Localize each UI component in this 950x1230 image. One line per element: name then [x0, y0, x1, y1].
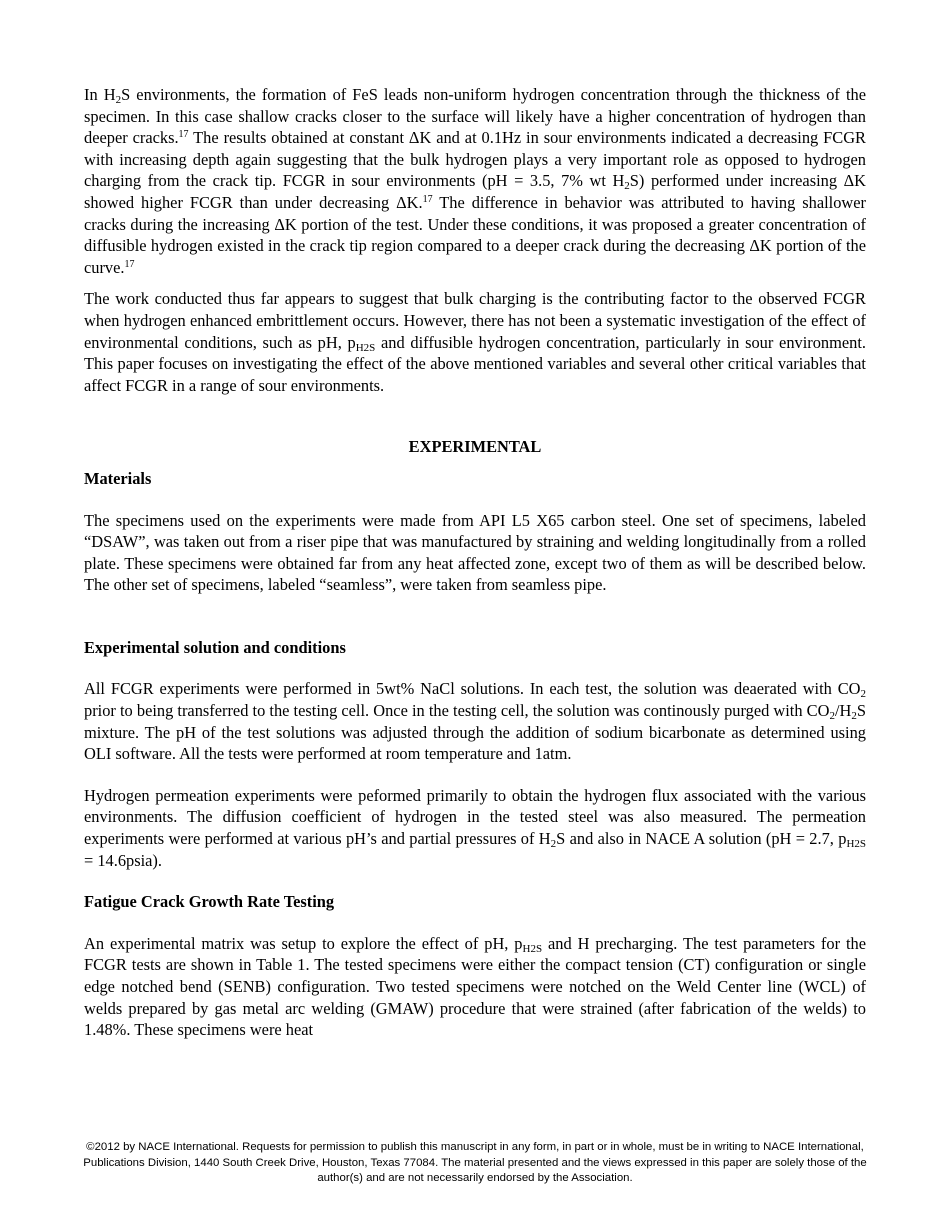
copyright-footer [40, 1140, 910, 1187]
subscript: 2 [115, 94, 122, 106]
solution-paragraph-2 [84, 785, 866, 871]
text-run: The difference in behavior was attributed to having shallower cracks during the increasing ΔK portion of the test. Under these conditions, it was proposed a greater concentration of diffusible hydrogen existed in the crack tip region compared to a deeper crack during the decreasing ΔK portion of the curve. [84, 192, 866, 277]
subscript: H2S [522, 942, 543, 955]
text-run: The work conducted thus far appears to suggest that bulk charging is the contributing factor to the observed FCGR when hydrogen enhanced embrittlement occurs. However, there has not been a systematic investigation of the effect of environmental conditions, such as pH, p [84, 289, 866, 352]
subscript: 2 [860, 688, 866, 701]
text-run: /H [834, 701, 852, 721]
fcgr-paragraph [84, 933, 866, 1041]
footer-line: ©2012 by NACE International. Requests for permission to publish this manuscript in any form, in part or in whole, must be in writing to NACE International, [86, 1141, 864, 1153]
intro-paragraph-1 [84, 84, 866, 278]
intro-paragraph-2 [84, 288, 866, 396]
subscript: 2 [624, 180, 630, 193]
text-run: and H precharging. The test parameters for the FCGR tests are shown in Table 1. The tested specimens were either the compact tension (CT) configuration or single edge notched bend (SENB) configuration. Two tested specimens were notched on the Weld Center line (WCL) of welds prepared by gas metal arc welding (GMAW) procedure that were strained (after fabrication of the welds) to 1.48%. These specimens were heat [84, 933, 866, 1040]
text-run: S mixture. The pH of the test solutions was adjusted through the addition of sodium bicarbonate as determined using OLI software. All the tests were performed at room temperature and 1atm. [84, 701, 866, 764]
footer-line: author(s) and are not necessarily endorsed by the Association. [317, 1172, 633, 1185]
subscript: 2 [851, 710, 857, 723]
materials-paragraph: The specimens used on the experiments were made from API L5 X65 carbon steel. One set of specimens, labeled “DSAW”, was taken out from a riser pipe that was manufactured by straining and welding longitudinally from a rolled plate. These specimens were obtained far from any heat affected zone, except two of them as will be described below. The other set of specimens, labeled “seamless”, were taken from seamless pipe. [84, 510, 866, 595]
text-run: S and also in NACE A solution (pH = 2.7, p [556, 829, 847, 849]
citation-ref: 17 [422, 193, 433, 205]
subscript: 2 [550, 838, 557, 851]
page-body [84, 84, 866, 1041]
subheading-fcgr-testing: Fatigue Crack Growth Rate Testing [84, 892, 335, 912]
citation-ref: 17 [178, 129, 189, 141]
citation-ref: 17 [124, 258, 135, 270]
solution-paragraph-1 [84, 678, 866, 764]
text-run: = 14.6psia). [84, 850, 162, 870]
text-run: prior to being transferred to the testing cell. Once in the testing cell, the solution was continously purged with CO [84, 701, 830, 721]
text-run: In H [84, 85, 116, 104]
footer-line: Publications Division, 1440 South Creek Drive, Houston, Texas 77084. The material presented and the views expressed in this paper are solely those of the [83, 1156, 867, 1169]
subscript: 2 [829, 710, 835, 723]
text-run: S) performed under increasing ΔK showed higher FCGR than under decreasing ΔK. [84, 171, 866, 212]
text-run: An experimental matrix was setup to explore the effect of pH, p [84, 933, 523, 953]
text-run: All FCGR experiments were performed in 5wt% NaCl solutions. In each test, the solution was deaerated with CO [84, 679, 861, 699]
text-run: S environments, the formation of FeS leads non-uniform hydrogen concentration through the thickness of the specimen. In this case shallow cracks closer to the surface will likely have a higher concentration of hydrogen than deeper cracks. [84, 85, 866, 148]
subscript: H2S [355, 341, 376, 354]
subheading-materials: Materials [84, 468, 152, 488]
subscript: H2S [846, 838, 866, 851]
text-run: and diffusible hydrogen concentration, particularly in sour environment. This paper focuses on investigating the effect of the above mentioned variables and several other critical variables that affect FCGR in a range of sour environments. [84, 332, 866, 395]
text-run: The results obtained at constant ΔK and at 0.1Hz in sour environments indicated a decreasing FCGR with increasing depth again suggesting that the bulk hydrogen plays a very important role as opposed to hydrogen charging from the crack tip. FCGR in sour environments (pH = 3.5, 7% wt H [84, 128, 866, 191]
section-heading-experimental: EXPERIMENTAL [408, 437, 542, 457]
text-run: Hydrogen permeation experiments were peformed primarily to obtain the hydrogen flux associated with the various environments. The diffusion coefficient of hydrogen in the tested steel was also measured. The permeation experiments were performed at various pH’s and partial pressures of H [84, 785, 866, 849]
subheading-solution: Experimental solution and conditions [84, 637, 346, 657]
